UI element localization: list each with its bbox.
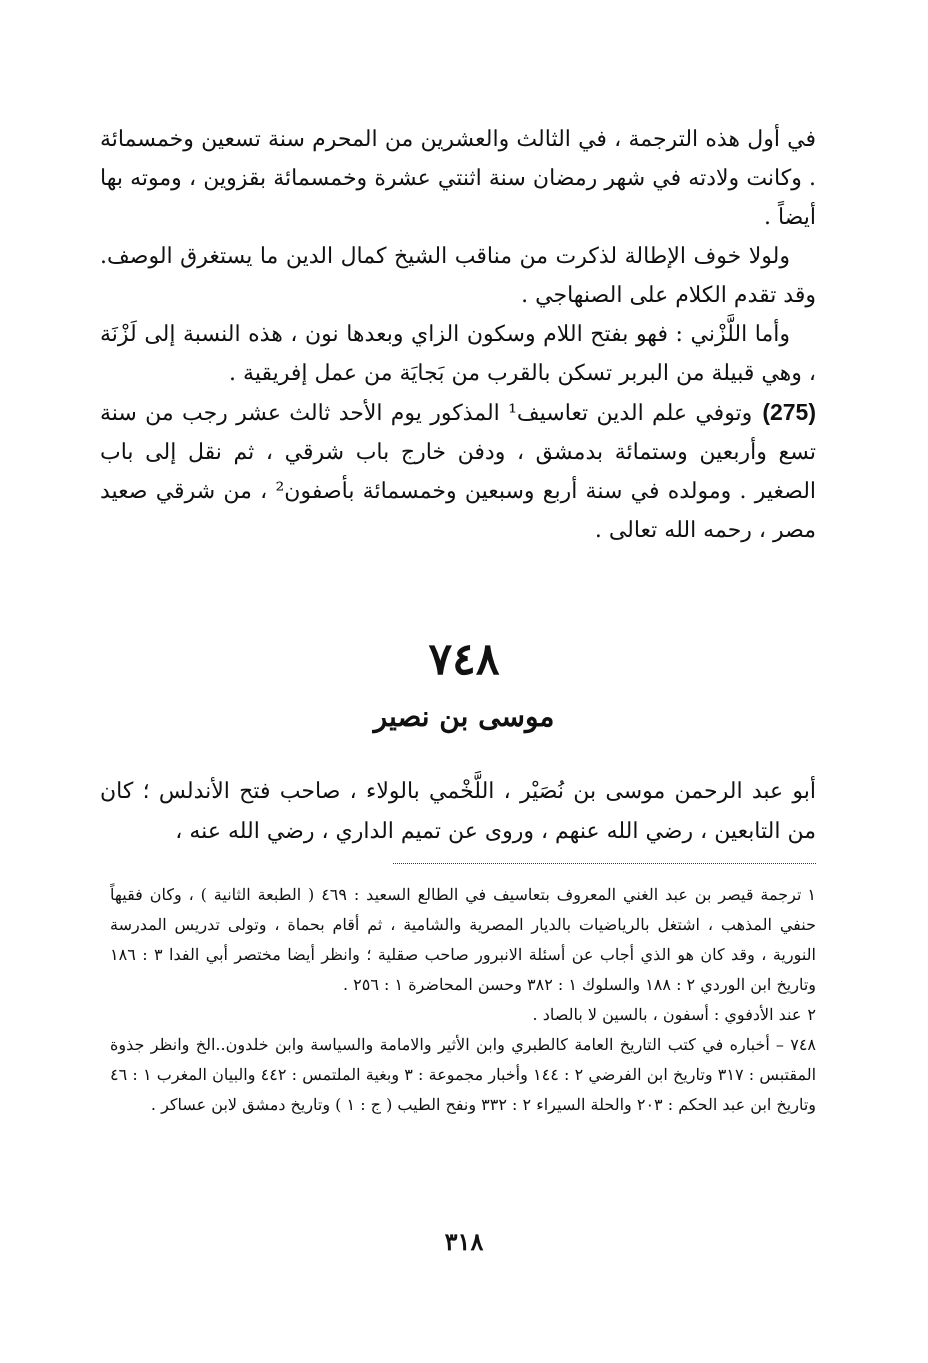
footnote-2 <box>110 1000 816 1030</box>
footnote-entry-sources <box>110 1030 816 1120</box>
footnotes <box>110 880 816 1120</box>
paragraph-4-text: وتوفي علم الدين تعاسيف¹ المذكور يوم الأحد ثالث عشر رجب من سنة تسع وأربعين وستمائة بدمشق ، ودفن خارج باب شرقي ، ثم نقل إلى باب الصغير . ومولده في سنة أربع وسبعين وخمسمائة بأصفون² ، من شرقي صعيد مصر ، رحمه الله تعالى . <box>100 401 817 543</box>
footnote-text: ترجمة قيصر بن عبد الغني المعروف بتعاسيف في الطالع السعيد : ٤٦٩ ( الطبعة الثانية ) ، وكان فقيهاً حنفي المذهب ، اشتغل بالرياضيات بالديار المصرية والشامية ، ثم أقام بحماة ، وتولى تدريس المدرسة النورية ، وقد كان هو الذي أجاب عن أسئلة الانبرور صاحب صقلية ؛ وانظر أيضا مختصر أبي الفدا ٣ : ١٨٦ وتاريخ ابن الوردي ٢ : ١٨٨ والسلوك ١ : ٣٨٢ وحسن المحاضرة ١ : ٢٥٦ . <box>110 885 816 994</box>
page-number: ٣١٨ <box>444 1227 484 1256</box>
continued-biography-text <box>100 120 816 550</box>
entry-title: موسى بن نصير <box>373 700 555 733</box>
footnote-number: ٧٤٨ – <box>775 1035 816 1054</box>
original-page-marker: (275) <box>762 399 817 425</box>
footnote-1 <box>110 880 816 1000</box>
footnote-text: أخباره في كتب التاريخ العامة كالطبري وابن الأثير والامامة والسياسة وابن خلدون..الخ وانظر جذوة المقتبس : ٣١٧ وتاريخ ابن الفرضي ٢ : ١٤٤ وأخبار مجموعة : ٣ وبغية الملتمس : ٤٤٢ والبيان المغرب ١ : ٤٦ وتاريخ ابن عبد الحكم : ٢٠٣ والحلة السيراء ٢ : ٣٣٢ ونفح الطيب ( ج : ١ ) وتاريخ دمشق لابن عساكر . <box>110 1035 817 1114</box>
footnote-number: ١ <box>807 885 816 904</box>
footnote-number: ٢ <box>807 1005 816 1024</box>
paragraph-3: وأما اللَّزْني : فهو بفتح اللام وسكون الزاي وبعدها نون ، هذه النسبة إلى لَزْنَة ، وهي قبيلة من البربر تسكن بالقرب من بَجايَة من عمل إفريقية . <box>100 322 816 386</box>
entry-number: ٧٤٨ <box>428 634 500 685</box>
entry-paragraph-1: أبو عبد الرحمن موسى بن نُصَيْر ، اللَّخْمي بالولاء ، صاحب فتح الأندلس ؛ كان من التابعين ، رضي الله عنهم ، وروى عن تميم الداري ، رضي الله عنه ، <box>100 779 816 844</box>
entry-body <box>100 772 816 852</box>
paragraph-2: ولولا خوف الإطالة لذكرت من مناقب الشيخ كمال الدين ما يستغرق الوصف. وقد تقدم الكلام على الصنهاجي . <box>100 244 816 308</box>
footnote-text: عند الأدفوي : أسفون ، بالسين لا بالصاد . <box>532 1005 802 1024</box>
paragraph-1: في أول هذه الترجمة ، في الثالث والعشرين من المحرم سنة تسعين وخمسمائة . وكانت ولادته في شهر رمضان سنة اثنتي عشرة وخمسمائة بقزوين ، وموته بها أيضاً . <box>100 127 816 230</box>
footnote-divider <box>393 863 816 864</box>
paragraph-4 <box>100 393 816 550</box>
